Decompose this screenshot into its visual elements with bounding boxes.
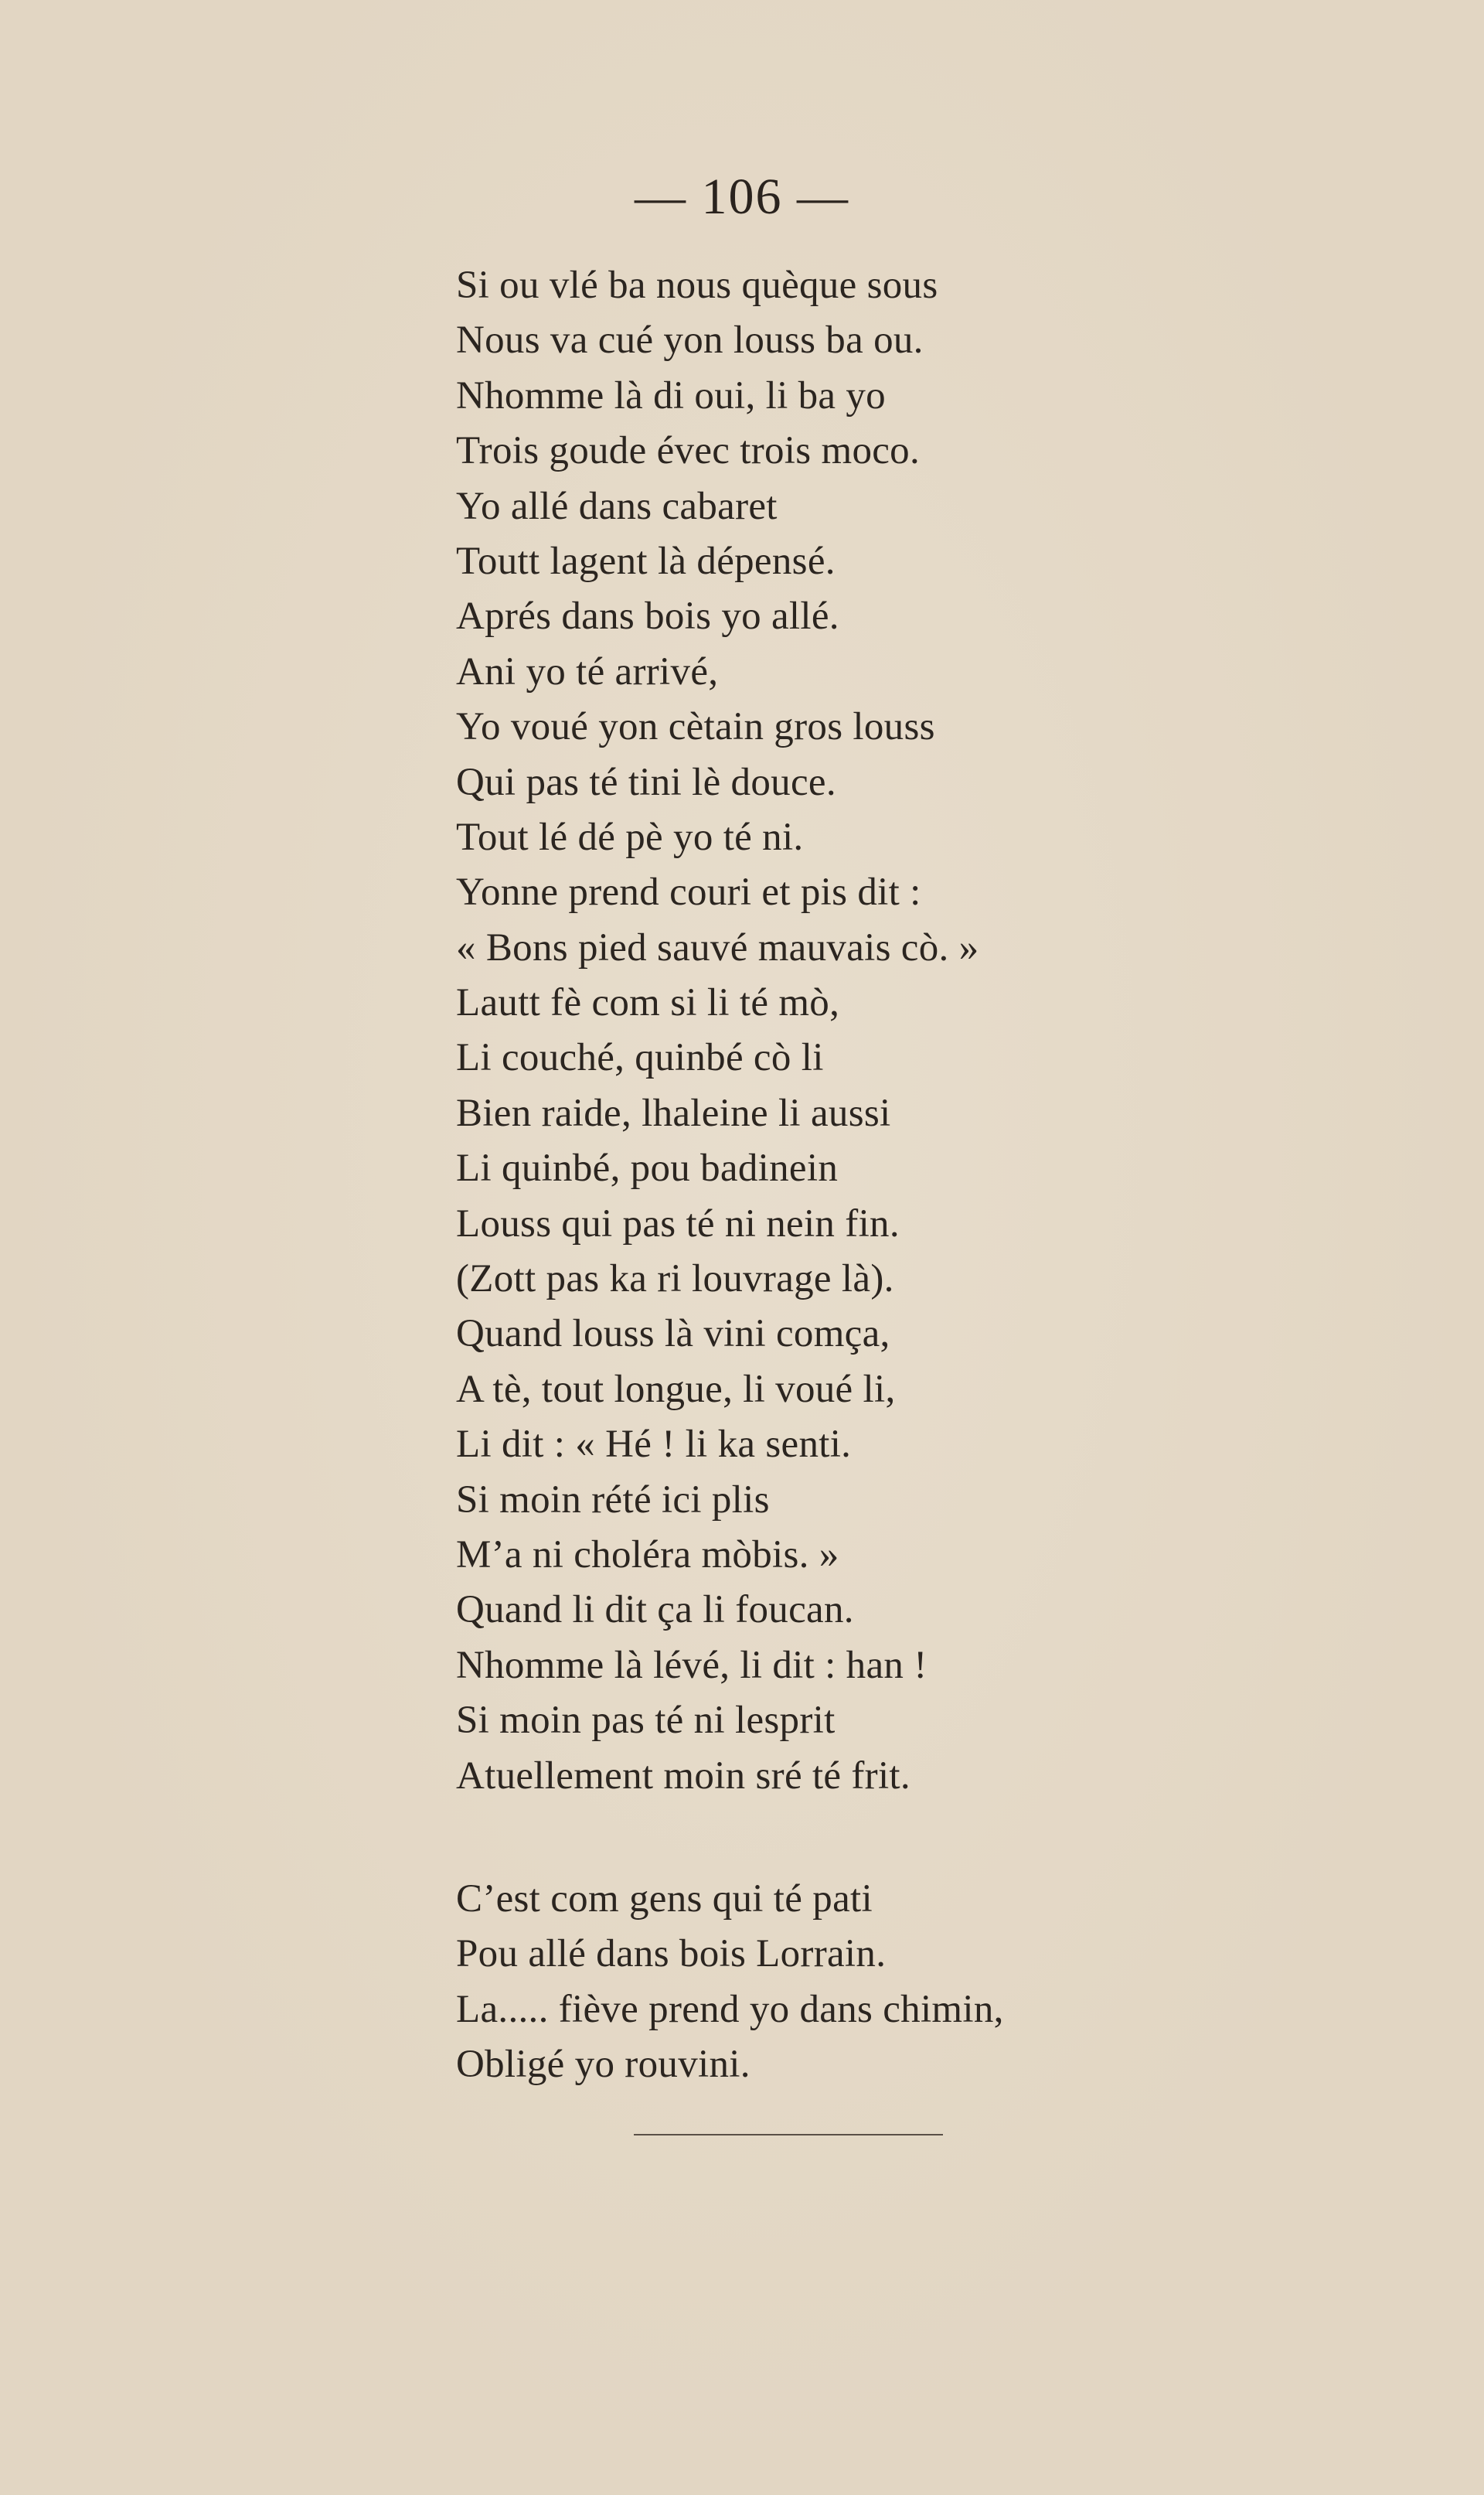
verse-line: Li dit : « Hé ! li ka senti. [456, 1423, 852, 1467]
poem [456, 258, 1004, 2093]
closing-rule [634, 2134, 943, 2135]
stanza-break [456, 1804, 1004, 1872]
verse-line: Si ou vlé ba nous quèque sous [456, 264, 938, 307]
verse-line: « Bons pied sauvé mauvais cò. » [456, 925, 979, 970]
verse-line: Quand louss là vini comça, [456, 1312, 890, 1356]
verse-line: Yonne prend couri et pis dit : [456, 871, 921, 915]
verse-line: M’a ni choléra mòbis. » [456, 1532, 839, 1576]
verse-line: Atuellement moin sré té frit. [456, 1754, 910, 1798]
verse-line: C’est com gens qui té pati [456, 1876, 873, 1921]
verse-line: Si moin pas té ni lesprit [456, 1699, 836, 1743]
verse-line: Li quinbé, pou badinein [456, 1147, 839, 1191]
verse-line: Si moin rété ici plis [456, 1478, 770, 1522]
verse-line: Pou allé dans bois Lorrain. [456, 1932, 887, 1976]
verse-line: Nous va cué yon louss ba ou. [456, 319, 924, 363]
verse-line: Toutt lagent là dépensé. [456, 539, 836, 583]
verse-line: Obligé yo rouvini. [456, 2043, 751, 2087]
verse-line: Yo voué yon cètain gros louss [456, 705, 935, 749]
verse-line: Nhomme là di oui, li ba yo [456, 373, 886, 418]
page-number: — 106 — [635, 169, 849, 225]
verse-line: Ani yo té arrivé, [456, 649, 719, 694]
verse-line: A tè, tout longue, li voué li, [456, 1367, 896, 1411]
verse-line: Tout lé dé pè yo té ni. [456, 815, 804, 859]
verse-line: Bien raide, lhaleine li aussi [456, 1091, 891, 1135]
verse-line: (Zott pas ka ri louvrage là). [456, 1257, 894, 1301]
verse-line: Li couché, quinbé cò li [456, 1036, 824, 1080]
verse-line: Quand li dit ça li foucan. [456, 1588, 854, 1632]
verse-line: Louss qui pas té ni nein fin. [456, 1201, 900, 1246]
verse-line: Nhomme là lévé, li dit : han ! [456, 1643, 928, 1687]
verse-line: Qui pas té tini lè douce. [456, 760, 836, 804]
verse-line: La..... fiève prend yo dans chimin, [456, 1987, 1004, 2031]
verse-line: Aprés dans bois yo allé. [456, 595, 839, 639]
verse-line: Lautt fè com si li té mò, [456, 981, 840, 1025]
verse-line: Trois goude évec trois moco. [456, 429, 921, 473]
verse-line: Yo allé dans cabaret [456, 484, 778, 528]
